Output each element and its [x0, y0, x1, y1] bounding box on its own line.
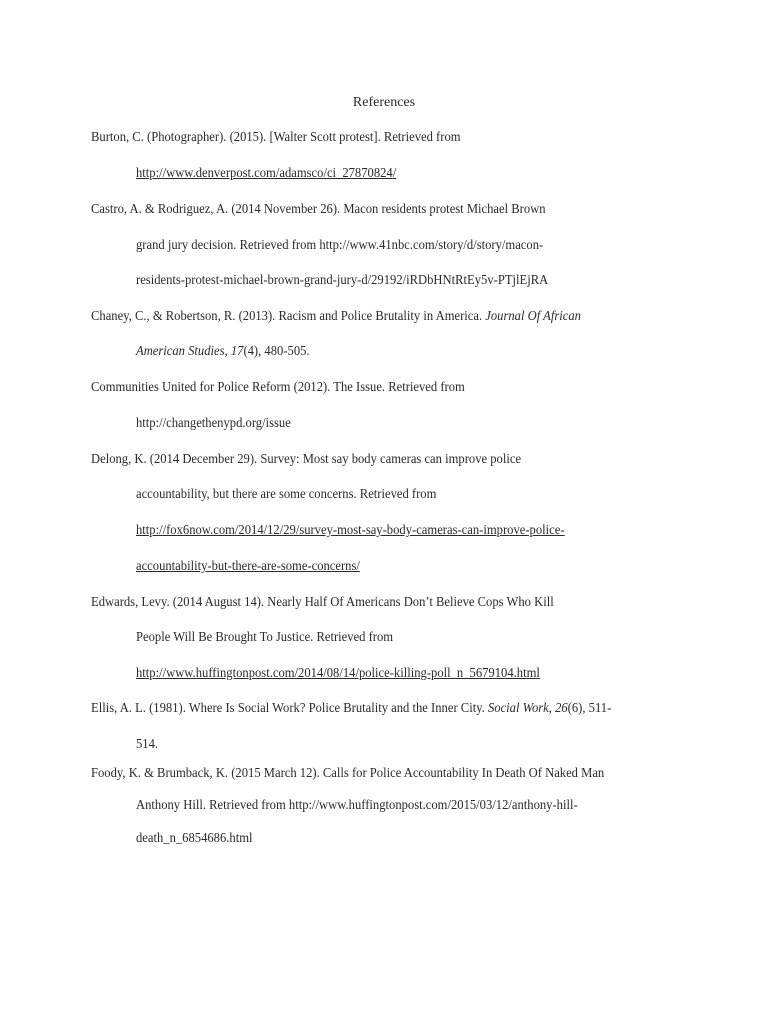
reference-chaney-pages: (4), 480-505. [243, 344, 310, 359]
reference-ellis-line-2: 514. [136, 737, 159, 752]
reference-delong-line-2: accountability, but there are some concerns. Retrieved from [136, 487, 437, 502]
reference-edwards-line-2: People Will Be Brought To Justice. Retrieved from [136, 630, 394, 645]
reference-chaney-journal-cont: American Studies [136, 344, 225, 359]
reference-ellis-journal: Social Work [487, 701, 549, 716]
page-title: References [352, 95, 416, 110]
reference-delong-link[interactable]: http://fox6now.com/2014/12/29/survey-most-say-body-cameras-can-improve-police- [136, 523, 565, 538]
reference-foody-line-3: death_n_6854686.html [136, 831, 253, 846]
reference-castro-line-3: residents-protest-michael-brown-grand-jury-d/29192/iRDbHNtRtEy5v-PTjlEjRA [136, 273, 549, 288]
reference-communities-line-2: http://changethenypd.org/issue [136, 416, 291, 431]
reference-chaney-volume: 17 [230, 344, 244, 359]
reference-edwards-line-1: Edwards, Levy. (2014 August 14). Nearly Half Of Americans Don’t Believe Cops Who Kill [91, 595, 554, 610]
reference-castro-line-1: Castro, A. & Rodriguez, A. (2014 November 26). Macon residents protest Michael Brown [91, 202, 546, 217]
reference-burton-link[interactable]: http://www.denverpost.com/adamsco/ci_27870824/ [136, 166, 397, 181]
reference-ellis-line-1 [91, 699, 611, 719]
reference-ellis-volume: 26 [555, 701, 568, 716]
reference-edwards-link[interactable]: http://www.huffingtonpost.com/2014/08/14/police-killing-poll_n_5679104.html [136, 666, 540, 681]
reference-chaney-text: Chaney, C., & Robertson, R. (2013). Racism and Police Brutality in America. [91, 309, 486, 324]
reference-chaney-line-2 [136, 342, 310, 362]
reference-foody-line-1: Foody, K. & Brumback, K. (2015 March 12). Calls for Police Accountability In Death Of Naked Man [91, 766, 605, 781]
reference-chaney-line-1 [91, 307, 581, 327]
reference-delong-link-cont[interactable]: accountability-but-there-are-some-concerns/ [136, 559, 360, 574]
reference-communities-line-1: Communities United for Police Reform (2012). The Issue. Retrieved from [91, 380, 465, 395]
reference-chaney-journal: Journal Of African [485, 309, 581, 324]
reference-castro-line-2: grand jury decision. Retrieved from http://www.41nbc.com/story/d/story/macon- [136, 238, 544, 253]
reference-chaney-comma: , [224, 344, 231, 359]
reference-ellis-comma: , [548, 701, 556, 716]
reference-ellis-pages: (6), 511- [567, 701, 612, 716]
reference-foody-line-2: Anthony Hill. Retrieved from http://www.huffingtonpost.com/2015/03/12/anthony-hill- [136, 798, 578, 813]
reference-delong-line-1: Delong, K. (2014 December 29). Survey: Most say body cameras can improve police [91, 452, 522, 467]
reference-ellis-text: Ellis, A. L. (1981). Where Is Social Work? Police Brutality and the Inner City. [91, 701, 488, 716]
reference-burton-line-1: Burton, C. (Photographer). (2015). [Walter Scott protest]. Retrieved from [91, 130, 461, 145]
